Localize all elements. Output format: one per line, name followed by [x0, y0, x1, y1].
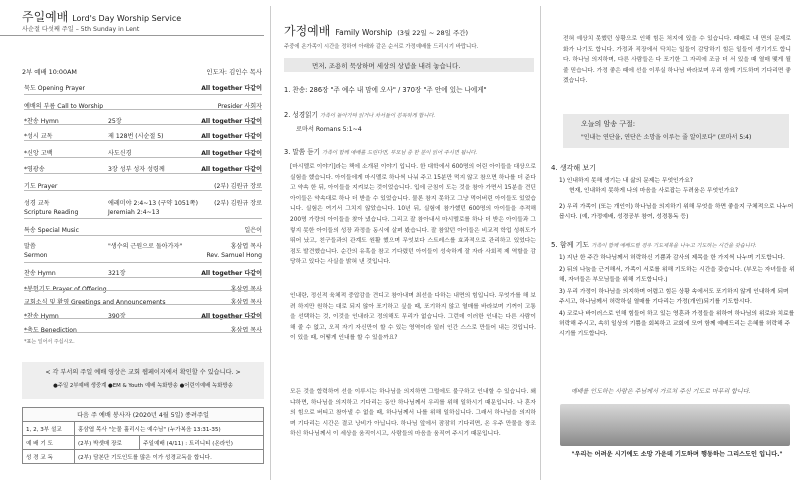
order-leader: All together 다같이	[201, 133, 262, 140]
notice-links[interactable]: ●주일 2부예배 생중계 ●EM & Youth 예배 녹화방송 ●어린이예배 녹화방송	[53, 383, 233, 389]
row-divider	[24, 218, 262, 219]
order-leader: Rev. Samuel Hong	[206, 252, 262, 259]
order-item: 말씀	[24, 243, 36, 250]
table-cell: (2부) 박셋매 장로	[75, 436, 140, 450]
closing-quote: "우리는 어려운 시기에도 소망 가운데 기도하며 행동하는 그리스도인 입니다."	[571, 451, 783, 458]
subtitle: 사순절 다섯째 주일 – 5th Sunday in Lent	[22, 26, 140, 33]
order-leader: All together 다같이	[201, 166, 262, 173]
presider: 인도자: 김인수 목사	[206, 68, 262, 76]
order-leader: All together 다같이	[201, 313, 262, 320]
row-divider	[24, 235, 262, 236]
row-divider	[24, 277, 262, 278]
row-divider	[24, 109, 262, 110]
scripture-ref: 로마서 Romans 5:1~4	[296, 126, 362, 133]
order-leader: (2부) 김원규 장로	[214, 183, 262, 190]
scripture-step	[284, 109, 435, 119]
row-divider	[24, 318, 262, 319]
family-date: (3월 22일 ~ 28일 주간)	[397, 29, 469, 37]
table-cell: 예 배 기 도	[23, 436, 75, 450]
column-divider	[540, 6, 541, 480]
order-detail: 사도신경	[108, 150, 132, 157]
order-item: *축도 Benediction	[24, 327, 77, 334]
family-title-en: Family Worship	[335, 28, 393, 37]
hymn-step: 1. 찬송: 286장 "주 예수 내 맘에 오사" / 370장 "주 안에 있는 나에게"	[284, 86, 487, 94]
table-row	[23, 436, 264, 450]
family-intro: 주중에 온가족이 시간을 정하여 아래와 같은 순서로 가정예배를 드리시기 바랍니다.	[284, 44, 479, 50]
scripture-label: 2. 성경읽기	[284, 111, 318, 119]
sermon-paragraph-2: 인내란, 정신적 육체적 중압감을 견디고 참아내며 최선을 다하는 내면의 힘입니다. 무엇가를 해 보려 하지만 원하는 대로 되지 않아 포기하고 싶을 때, 포기하지 않고 열매를 바라보며 기꺼이 고통을 선택하는 것, 이것을 인내라고 정의해도 무리가 없습니다. 그런데 이러한 인내는 다른 사람이 해 줄 수 없고, 오직 자기 자신만이 할 수 있는 영역이라 일러 인간 스스로 만들어 내는 것입니다. 이 있을 때, 어떻게 인내를 할 수 있을까요?	[290, 293, 536, 342]
order-leader: 홍삼엽 목사	[230, 327, 262, 334]
reflect-step: 4. 생각해 보기	[551, 164, 596, 172]
order-item: *성시 교독	[24, 133, 53, 140]
order-leader: All together 다같이	[201, 270, 262, 277]
sermon-paragraph-3: 모든 것을 합력하여 선을 이루시는 하나님을 의지하면 그럴에도 불구하고 인내할 수 있습니다. 왜냐하면, 하나님을 의지하고 기다리는 동안 하나님께서 우리를 위해 일하시기 때문입니다. 나 혼자의 힘으로 버티고 참아낼 수 없을 때, 하나님께서 나를 위해 일하십니다. 그래서 하나님을 의지하며 기다리는 시간은 결코 낭비가 아닙니다. 하나님 앞에서 잠잠히 기다리면, 온 우주 만물을 창조하신 하나님께서 이 세상을 움직이시고, 사람들의 마음을 움직여 주시기 때문입니다.	[290, 389, 536, 438]
notice-text: < 각 부서의 주일 예배 영상은 교회 웹페이지에서 확인할 수 있습니다. >	[45, 369, 241, 376]
table-cell: 성 경 교 독	[23, 450, 75, 464]
order-item: Sermon	[24, 252, 48, 259]
row-divider	[24, 290, 262, 291]
sermon-paragraph-1: [마시멜로 이야기]라는 책에 소개된 이야기 입니다. 한 대학에서 600명의 어린 아이들을 대상으로 실험을 했습니다. 아이들에게 마시멜로 하나씩 나눠 주고 15분만 먹지 않고 참으면 하나를 더 준다고 약속 한 뒤, 아이들을 지켜보는 것이었습니다. 입에 군침이 도는 것을 참아 가면서 15분을 견딘 아이들은 약속대로 하나 더 받을 수 있었습니다. 물론 참지 못하고 그냥 먹어버린 아이들도 있었습니다. 실험은 여기서 그치지 않았습니다. 10년 뒤, 실험에 참가했던 600명의 아이들을 추적해 200명 가량의 아이들을 찾아 냈습니다. 그리고 잘 참아내서 마시멜로를 하나 더 받은 아이들과 그렇지 못한 아이들의 성장 과정을 동시에 살펴 봤습니다. 잘 참았던 아이들은 비교적 학업 성취도가 뛰어 났고, 친구들과의 관계도 원활 했으며 무엇보다 스트레스를 효과적으로 관리하고 있었다는 점도 발견했습니다. 순간의 유혹을 참고 기다렸던 아이들이 성숙하게 잘 자라 사회적 제 역할을 감당하고 있다는 사실을 밝혀 낸 것입니다.	[290, 164, 536, 266]
family-title: 가정예배	[284, 24, 331, 38]
table-cell: 주일예배 (4/11) : 트리니티 (온라인)	[140, 436, 264, 450]
prayer-label: 5. 함께 기도	[551, 241, 590, 249]
order-leader: 홍삼엽 목사	[230, 286, 262, 293]
sunday-title-block	[22, 8, 181, 25]
row-divider	[24, 262, 262, 263]
order-leader: All together 다같이	[201, 85, 262, 92]
title-en: Lord's Day Worship Service	[72, 14, 182, 23]
order-item: 성경 교독	[24, 200, 50, 207]
row-divider	[24, 157, 262, 158]
service-time: 2부 예배 10:00AM	[22, 68, 77, 76]
row-divider	[24, 190, 262, 191]
order-leader: Presider 사회자	[217, 103, 262, 110]
order-detail: Jeremiah 2:4~13	[108, 209, 160, 216]
scripture-note: 가족이 돌아가며 읽거나 차서들이 봉독하게 합니다.	[319, 113, 436, 119]
order-detail: 390장	[108, 313, 126, 320]
order-item: *영광송	[24, 166, 45, 173]
next-week-table	[22, 407, 264, 464]
family-title-block	[284, 20, 468, 39]
table-cell: (2부) 담본단 기도인도를 많은 이가 성경교독을 합니다.	[75, 450, 264, 464]
sermon-note: 가족이 함께 예배를 드린다면, 부모님 중 한 분이 읽어 주시면 됩니다.	[322, 150, 478, 156]
prayer-item-4: 4) 코로나 바이러스로 인해 힘들어 하고 있는 영혼과 가정들을 위하여 하나님의 위로와 치료를 허락해 주시고, 속히 일상의 기쁨을 회복하고 교회에 모여 함께 예배드리는 은혜를 허락해 주시기를 기도합니다.	[559, 311, 795, 337]
title-ko: 주일예배	[22, 10, 69, 24]
reflect-q1: 1) 인내하지 못해 생기는 내 삶의 문제는 무엇인가요?	[559, 178, 693, 184]
memory-verse-title: 오늘의 암송 구절:	[581, 120, 636, 128]
prayer-item-2: 2) 뒤의 나눔을 근거해서, 가족이 서로를 위해 기도하는 시간을 갖습니다. (부모는 자녀들을 위해, 자녀들은 부모님들을 위해 기도합니다.)	[559, 267, 795, 283]
prayer-step	[551, 240, 757, 250]
order-leader: 홍삼엽 목사	[230, 243, 262, 250]
order-item: 묵도 Opening Prayer	[24, 85, 86, 92]
order-detail: 3장 성부 성자 성령께	[108, 166, 165, 173]
table-cell: 홍삼엽 목사 "눈물 흘리시는 예수님" (누가복음 13:31-35)	[75, 422, 264, 436]
order-leader: All together 다같이	[201, 150, 262, 157]
divider	[0, 35, 264, 36]
table-row	[23, 450, 264, 464]
order-item: 특송 Special Music	[24, 227, 79, 234]
row-divider	[24, 94, 262, 95]
row-divider	[24, 124, 262, 125]
row-divider	[24, 304, 262, 305]
order-item: *봉헌기도 Prayer of Offering	[24, 286, 107, 293]
order-detail: "생수의 근원으로 돌아가자"	[108, 243, 183, 250]
order-item: 교회소식 및 환영 Greetings and Announcements	[24, 299, 166, 306]
table-header: 다음 주 예배 봉사자 (2020년 4월 5일) 종려주일	[23, 408, 264, 422]
order-leader: (2부) 김원규 장로	[214, 200, 262, 207]
memory-verse-text: "인내는 연단을, 연단은 소망을 이루는 줄 알이로다" (로마서 5:4)	[581, 134, 752, 141]
order-item: 찬송 Hymn	[24, 270, 56, 277]
row-divider	[24, 332, 262, 333]
order-leader: 홍삼엽 목사	[230, 299, 262, 306]
order-item: 예배의 부름 Call to Worship	[24, 103, 104, 110]
reflect-q1b: 현재, 인내하지 못하게 나의 마음을 사로잡는 두려움은 무엇인가요?	[569, 188, 739, 194]
order-item: *찬송 Hymn	[24, 118, 59, 125]
order-detail: 에레미야 2:4~13 (구약 1051쪽)	[108, 200, 198, 207]
order-item: Scripture Reading	[24, 209, 79, 216]
order-detail: 321장	[108, 270, 126, 277]
prayer-items	[559, 253, 795, 339]
meditation-text: 먼저, 조용히 묵상하며 세상의 상념을 내려 놓습니다.	[312, 62, 461, 70]
closing-note: 예배를 인도하는 사람은 주님께서 가르쳐 주신 기도로 마무리 합니다.	[571, 388, 751, 395]
order-detail: 25장	[108, 118, 122, 125]
footnote: *표는 일어서 주십시오.	[24, 339, 75, 345]
row-divider	[24, 173, 262, 174]
table-cell: 1, 2, 3부 설교	[23, 422, 75, 436]
family-worship-column	[276, 0, 536, 486]
page-title	[22, 8, 181, 25]
order-item: *찬송 Hymn	[24, 313, 59, 320]
column-divider	[270, 6, 271, 480]
prayer-item-3: 3) 우리 가정이 하나님을 의지하며 어렵고 힘든 상황 속에서도 포기하지 않게 인내하게 되며 주시고, 하나님께서 허락하실 열매를 기다리는 가정(개인)되기를 기도합시다.	[559, 289, 789, 305]
praying-hands-photo	[560, 404, 790, 446]
sunday-worship-column	[0, 0, 270, 486]
order-item: 기도 Prayer	[24, 183, 58, 190]
row-divider	[24, 140, 262, 141]
sermon-step	[284, 146, 477, 156]
notice-box	[22, 362, 264, 399]
reflect-q2: 2) 우리 가족이 (또는 개인이) 하나님을 의지하기 위해 무엇을 하면 좋을지 구체적으로 나누어 봅시다. (예, 가정예배, 성경공부 참여, 성경통독 등)	[559, 204, 794, 220]
order-leader: All together 다같이	[201, 118, 262, 125]
sermon-label: 3. 말씀 듣기	[284, 148, 320, 156]
order-leader: 일은이	[244, 227, 262, 234]
prayer-item-1: 1) 지난 한 주간 하나님께서 허락하신 기쁨과 감사의 제목을 한 가지씩 나누며 기도합니다.	[559, 255, 785, 261]
memory-verse-box	[563, 114, 789, 148]
sermon-paragraph-4: 전혀 예상치 못했던 상황으로 인해 힘든 처지에 있을 수 있습니다. 때때로 내 면의 문제로 화가 나기도 합니다. 가정과 직장에서 닥치는 일들이 감당하기 힘든 일들이 생기기도 합니다. 하나님 의지하며, 다른 사람들은 다 포기한 그 자리에 조금 더 서 있을 때 열매 맺게 될 줄 믿습니다. 가정 좋은 때에 선을 이루실 하나님 바라보며 우리 함께 기도하며 기다리면 좋겠습니다.	[563, 36, 791, 85]
prayer-note: 가족이 함께 예배드릴 경우 기도제목을 나누고 기도하는 시간을 갖습니다.	[591, 243, 757, 249]
meditation-box	[284, 58, 534, 72]
order-item: *신앙 고백	[24, 150, 53, 157]
order-detail: 제 128번 (시순절 5)	[108, 133, 164, 140]
reflect-items	[559, 176, 795, 222]
table-row	[23, 422, 264, 436]
